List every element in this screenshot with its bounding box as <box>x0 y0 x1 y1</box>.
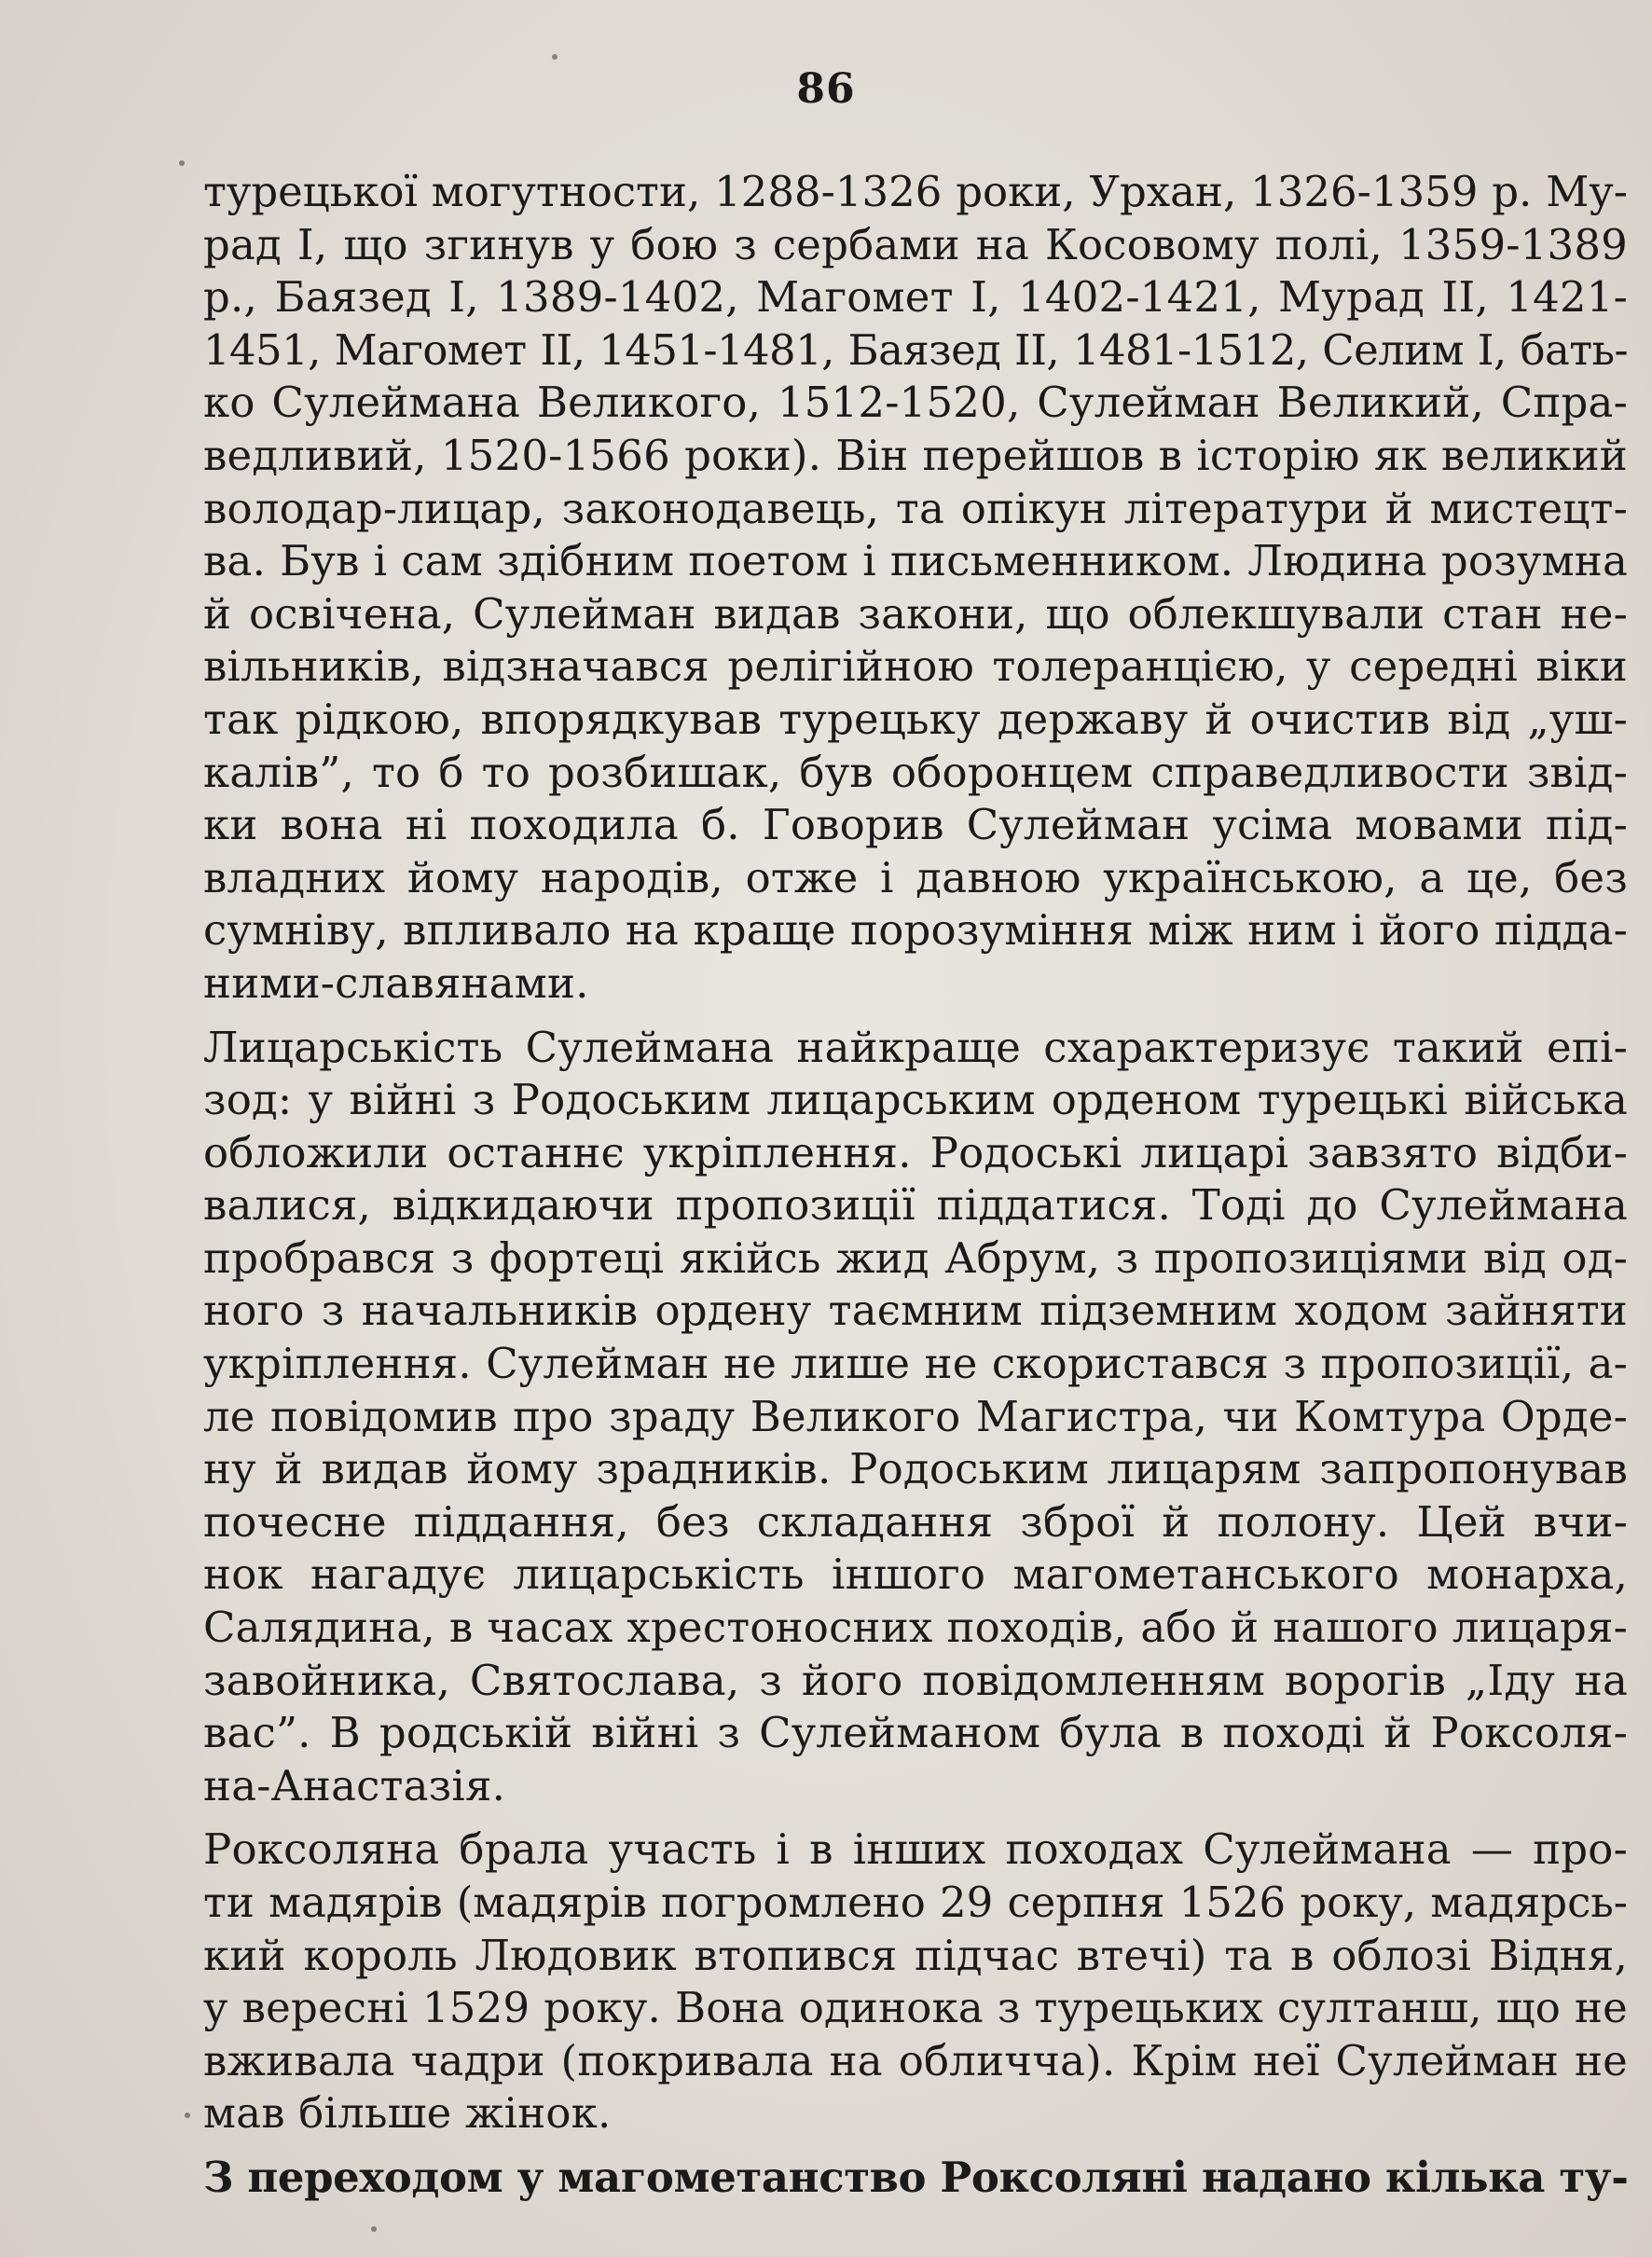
text-line: ними-славянами. <box>203 957 589 1008</box>
ink-speck <box>179 160 185 166</box>
text-line: турецької могутности, 1288-1326 роки, Урхан, 1326-1359 р. Му- <box>203 167 1628 216</box>
text-line: на-Анастазія. <box>203 1760 506 1810</box>
text-line: нок нагадує лицарськість іншого магометанського монарха, <box>203 1549 1628 1600</box>
text-line: Лицарськість Сулеймана найкраще схарактеризує такий епі- <box>203 1022 1628 1072</box>
text-line: вживала чадри (покривала на обличча). Крім неї Сулейман не <box>203 2035 1628 2085</box>
text-line: укріплення. Сулейман не лише не скористався з пропозиції, а- <box>203 1339 1628 1389</box>
text-line: мав більше жінок. <box>203 2088 612 2139</box>
text-line: ну й видав йому зрадників. Родоським лицарям запропонував <box>203 1444 1628 1494</box>
text-line: рад І, що згинув у бою з сербами на Косовому полі, 1359-1389 <box>203 219 1628 269</box>
text-line: почесне піддання, без складання зброї й полону. Цей вчи- <box>203 1496 1628 1547</box>
text-line: вільників, відзначався релігійною толеранцією, у середні віки <box>203 641 1628 692</box>
text-line: Роксоляна брала участь і в інших походах Сулеймана — про- <box>203 1824 1628 1875</box>
text-line: пробрався з фортеці якійсь жид Абрум, з пропозиціями від од- <box>203 1232 1628 1283</box>
text-line: З переходом у магометанство Роксоляні надано кілька ту- <box>203 2152 1629 2202</box>
text-line: калів”, то б то розбишак, був оборонцем справедливости звід- <box>203 747 1628 797</box>
text-line: завойника, Святослава, з його повідомленням ворогів „Іду на <box>203 1655 1628 1705</box>
paragraph-gap <box>203 1812 1628 1823</box>
text-line: у вересні 1529 року. Вона одинока з турецьких султанш, що не <box>203 1983 1628 2033</box>
text-line: 1451, Магомет II, 1451-1481, Баязед II, 1481-1512, Селим І, бать- <box>203 324 1628 375</box>
ink-speck <box>552 54 558 60</box>
text-line: ведливий, 1520-1566 роки). Він перейшов в історію як великий <box>203 430 1628 480</box>
text-line: ле повідомив про зраду Великого Магистра, чи Комтура Орде- <box>203 1391 1628 1441</box>
text-line: ти мадярів (мадярів погромлено 29 серпня 1526 року, мадярсь- <box>203 1878 1628 1927</box>
text-line: р., Баязед І, 1389-1402, Магомет І, 1402-1421, Мурад II, 1421- <box>203 272 1628 323</box>
text-line: валися, відкидаючи пропозиції піддатися. Тоді до Сулеймана <box>203 1180 1628 1231</box>
text-line: владних йому народів, отже і давною українською, а це, без <box>203 852 1628 902</box>
text-line: володар-лицар, законодавець, та опікун літератури й мистецт- <box>203 483 1628 533</box>
text-line: так рідкою, впорядкував турецьку державу й очистив від „уш- <box>203 694 1628 744</box>
paragraph-gap <box>203 2140 1628 2152</box>
text-line: кий король Людовик втопився підчас втечі) та в облозі Відня, <box>203 1930 1628 1980</box>
ink-speck <box>185 2112 190 2118</box>
paragraph-gap <box>203 1011 1628 1022</box>
text-line: сумніву, впливало на краще порозуміння між ним і його підда- <box>203 905 1628 956</box>
text-line: обложили останнє укріплення. Родоські лицарі завзято відби- <box>203 1127 1628 1177</box>
text-line: ва. Був і сам здібним поетом і письменником. Людина розумна <box>203 536 1628 586</box>
text-line: Салядина, в часах хрестоносних походів, або й нашого лицаря- <box>203 1603 1628 1653</box>
text-line: зод: у війні з Родоським лицарським орденом турецькі війська <box>203 1075 1628 1125</box>
body-text <box>203 166 1628 2205</box>
text-line: й освічена, Сулейман видав закони, що облекшували стан не- <box>203 588 1628 639</box>
text-line: вас”. В родській війні з Сулейманом була в поході й Роксоля- <box>203 1708 1628 1758</box>
ink-speck <box>371 2226 377 2232</box>
text-line: ки вона ні походила б. Говорив Сулейман усіма мовами під- <box>203 800 1628 850</box>
page-number: 86 <box>796 65 856 113</box>
text-line: ко Сулеймана Великого, 1512-1520, Сулейман Великий, Спра- <box>203 378 1628 428</box>
text-line: ного з начальників ордену таємним підземним ходом зайняти <box>203 1286 1628 1336</box>
